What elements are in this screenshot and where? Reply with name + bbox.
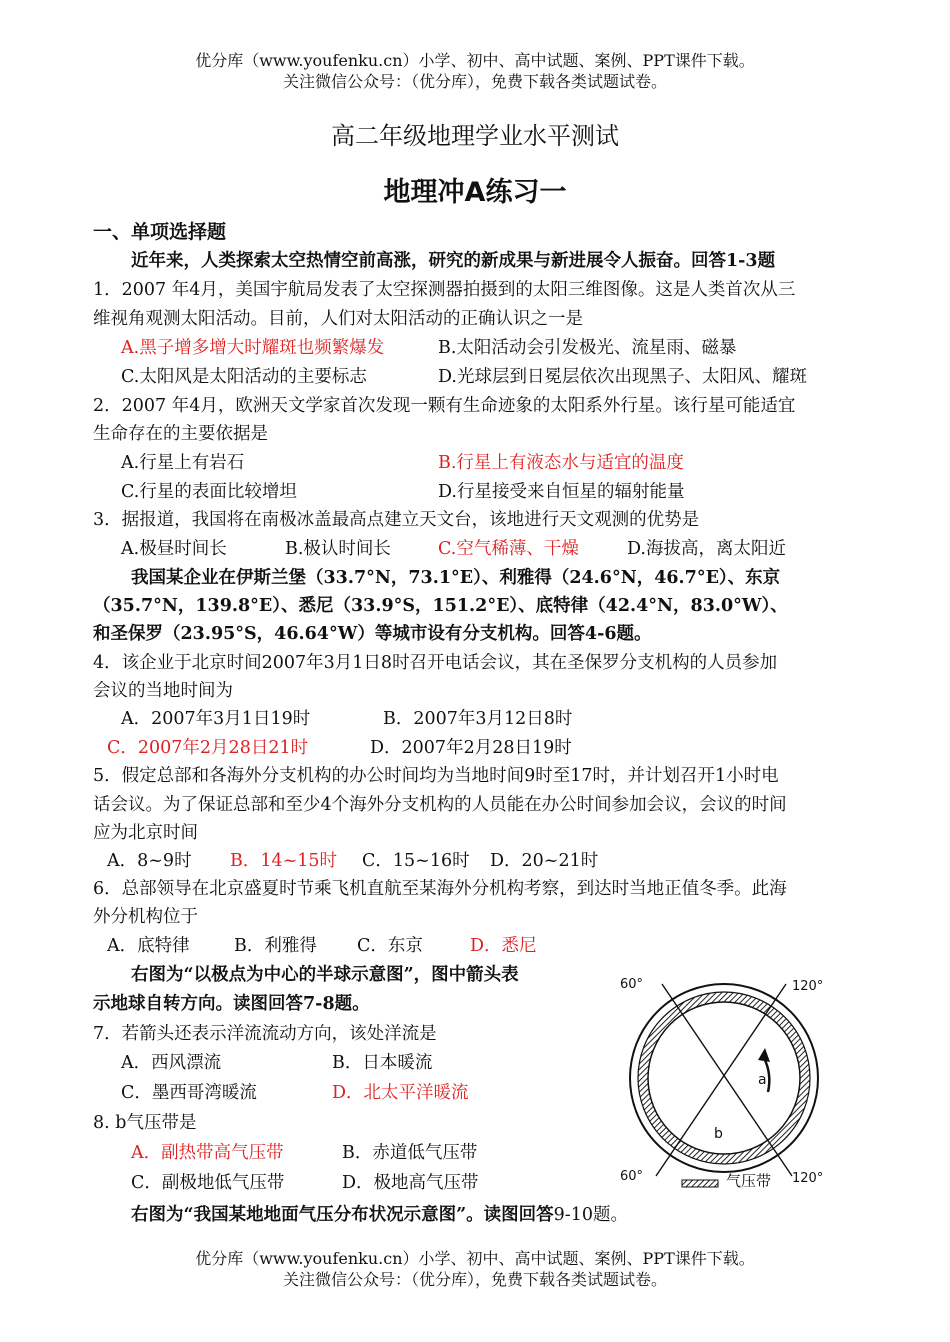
section-heading: 一、单项选择题 bbox=[93, 221, 227, 243]
arrow-head-icon bbox=[758, 1048, 770, 1062]
q1-option-d: D.光球层到日冕层依次出现黑子、太阳风、耀斑 bbox=[438, 367, 807, 387]
q5-stem-line3: 应为北京时间 bbox=[93, 823, 198, 843]
q2-stem-line1: 2．2007 年4月，欧洲天文学家首次发现一颗有生命迹象的太阳系外行星。该行星可能适宜 bbox=[93, 396, 796, 416]
q6-stem-line2: 外分机构位于 bbox=[93, 907, 198, 927]
header-line1: 优分库（www.youfenku.cn）小学、初中、高中试题、案例、PPT课件下载。 bbox=[195, 51, 755, 70]
q5-option-a: A．8~9时 bbox=[107, 851, 192, 871]
page-footer bbox=[0, 1248, 950, 1290]
page-subtitle: 地理冲A练习一 bbox=[383, 177, 567, 208]
q4-option-c: C．2007年2月28日21时 bbox=[107, 738, 309, 758]
q2-option-c: C.行星的表面比较增坦 bbox=[121, 482, 297, 502]
outer-circle bbox=[630, 984, 818, 1172]
q6-option-a: A．底特律 bbox=[107, 936, 190, 956]
label-tl: 60° bbox=[620, 977, 644, 992]
q1-option-a: A.黑子增多增大时耀斑也频繁爆发 bbox=[121, 338, 385, 358]
q8-option-c: C．副极地低气压带 bbox=[131, 1173, 285, 1193]
q8-option-b: B．赤道低气压带 bbox=[342, 1143, 478, 1163]
q4-stem-line1: 4．该企业于北京时间2007年3月1日8时召开电话会议，其在圣保罗分支机构的人员参加 bbox=[93, 653, 778, 673]
intro-4-bold: 右图为“我国某地地面气压分布状况示意图”。读图回答 bbox=[131, 1205, 554, 1225]
q3-stem: 3．据报道，我国将在南极冰盖最高点建立天文台，该地进行天文观测的优势是 bbox=[93, 510, 700, 530]
hemisphere-figure bbox=[612, 966, 844, 1198]
intro-2-line1: 我国某企业在伊斯兰堡（33.7°N，73.1°E）、利雅得（24.6°N，46.7°E）、东京 bbox=[131, 568, 781, 588]
q4-stem-line2: 会议的当地时间为 bbox=[93, 681, 233, 701]
q1-option-c: C.太阳风是太阳活动的主要标志 bbox=[121, 367, 367, 387]
q3-option-b: B.极认时间长 bbox=[285, 539, 391, 559]
header-line2: 关注微信公众号：（优分库），免费下载各类试题试卷。 bbox=[282, 72, 667, 91]
q7-option-d: D．北太平洋暖流 bbox=[332, 1083, 469, 1103]
label-tr: 120° bbox=[792, 979, 824, 994]
q6-option-b: B．利雅得 bbox=[234, 936, 317, 956]
q4-option-a: A．2007年3月1日19时 bbox=[121, 709, 311, 729]
q7-option-a: A．西风漂流 bbox=[121, 1053, 222, 1073]
q8-option-d: D．极地高气压带 bbox=[342, 1173, 479, 1193]
q4-option-b: B．2007年3月12日8时 bbox=[383, 709, 573, 729]
q5-option-c: C．15~16时 bbox=[362, 851, 470, 871]
q4-option-d: D．2007年2月28日19时 bbox=[370, 738, 572, 758]
label-a: a bbox=[758, 1072, 767, 1088]
footer-line1: 优分库（www.youfenku.cn）小学、初中、高中试题、案例、PPT课件下载。 bbox=[195, 1249, 755, 1268]
intro-3-line2: 示地球自转方向。读图回答7-8题。 bbox=[93, 994, 370, 1014]
q3-option-a: A.极昼时间长 bbox=[121, 539, 227, 559]
q7-stem: 7．若箭头还表示洋流流动方向，该处洋流是 bbox=[93, 1024, 437, 1044]
label-bl: 60° bbox=[620, 1169, 644, 1184]
q5-stem-line2: 话会议。为了保证总部和至少4个海外分支机构的人员能在办公时间参加会议，会议的时间 bbox=[93, 795, 787, 815]
q8-option-a: A．副热带高气压带 bbox=[131, 1143, 284, 1163]
label-br: 120° bbox=[792, 1171, 824, 1186]
q1-stem-line1: 1．2007 年4月，美国宇航局发表了太空探测器拍摄到的太阳三维图像。这是人类首次从三 bbox=[93, 280, 796, 300]
inner-circle bbox=[648, 1002, 800, 1154]
q8-stem: 8. b气压带是 bbox=[93, 1113, 197, 1133]
q3-option-c: C.空气稀薄、干燥 bbox=[438, 539, 579, 559]
q5-option-b: B．14~15时 bbox=[230, 851, 338, 871]
q5-option-d: D．20~21时 bbox=[490, 851, 599, 871]
page-header bbox=[0, 50, 950, 92]
q2-stem-line2: 生命存在的主要依据是 bbox=[93, 424, 268, 444]
intro-4 bbox=[131, 1201, 628, 1226]
q2-option-a: A.行星上有岩石 bbox=[121, 453, 245, 473]
q2-option-d: D.行星接受来自恒星的辐射能量 bbox=[438, 482, 685, 502]
pressure-belt-ring bbox=[643, 997, 805, 1159]
page-title: 高二年级地理学业水平测试 bbox=[331, 122, 619, 150]
q2-option-b: B.行星上有液态水与适宜的温度 bbox=[438, 453, 684, 473]
q6-stem-line1: 6．总部领导在北京盛夏时节乘飞机直航至某海外分机构考察，到达时当地正值冬季。此海 bbox=[93, 879, 787, 899]
intro-2-line3: 和圣保罗（23.95°S，46.64°W）等城市设有分支机构。回答4-6题。 bbox=[93, 624, 652, 644]
intro-2-line2: （35.7°N，139.8°E）、悉尼（33.9°S，151.2°E）、底特律（42.4°N，83.0°W）、 bbox=[93, 596, 788, 616]
q6-option-d: D．悉尼 bbox=[470, 936, 537, 956]
intro-4-normal: 9-10题。 bbox=[553, 1205, 628, 1225]
q7-option-c: C．墨西哥湾暖流 bbox=[121, 1083, 257, 1103]
q7-option-b: B．日本暖流 bbox=[332, 1053, 433, 1073]
q1-option-b: B.太阳活动会引发极光、流星雨、磁暴 bbox=[438, 338, 737, 358]
q5-stem-line1: 5．假定总部和各海外分支机构的办公时间均为当地时间9时至17时，并计划召开1小时电 bbox=[93, 766, 779, 786]
q1-stem-line2: 维视角观测太阳活动。目前，人们对太阳活动的正确认识之一是 bbox=[93, 309, 583, 329]
q3-option-d: D.海拔高，离太阳近 bbox=[627, 539, 786, 559]
q6-option-c: C．东京 bbox=[357, 936, 423, 956]
legend-label: 气压带 bbox=[726, 1172, 772, 1190]
intro-3-line1: 右图为“以极点为中心的半球示意图”，图中箭头表 bbox=[131, 965, 519, 985]
footer-line2: 关注微信公众号：（优分库），免费下载各类试题试卷。 bbox=[282, 1270, 667, 1289]
legend-swatch bbox=[682, 1180, 718, 1187]
label-b: b bbox=[714, 1126, 723, 1142]
intro-1: 近年来，人类探索太空热情空前高涨，研究的新成果与新进展令人振奋。回答1-3题 bbox=[131, 251, 776, 271]
